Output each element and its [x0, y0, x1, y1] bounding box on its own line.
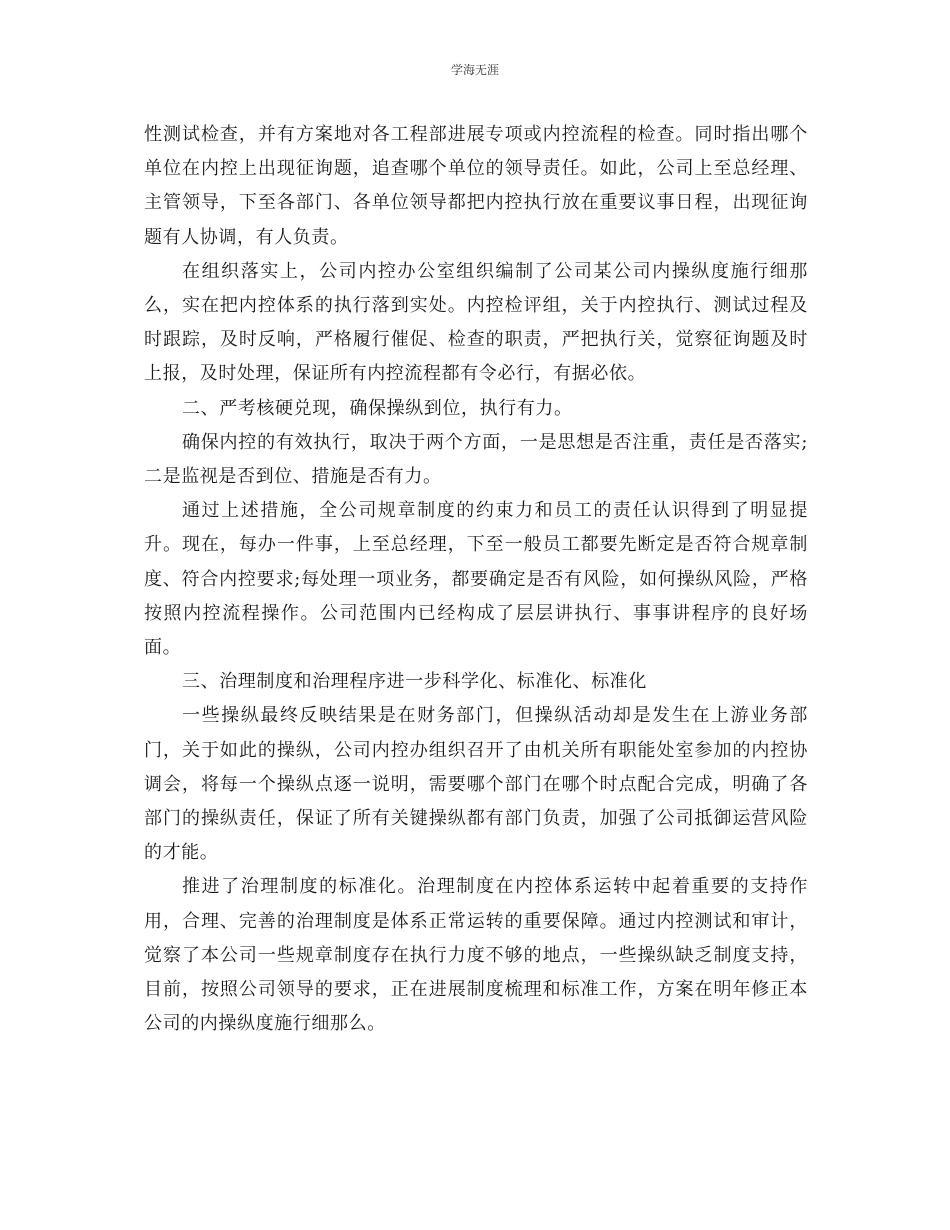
section-heading-3: 三、治理制度和治理程序进一步科学化、标准化、标准化: [182, 671, 647, 693]
paragraph-standardization: 推进了治理制度的标准化。治理制度在内控体系运转中起着重要的支持作用，合理、完善的治理制度是体系正常运转的重要保障。通过内控测试和审计，觉察了本公司一些规章制度存在执行力度不够的地点，一些操纵缺乏制度支持，目前，按照公司领导的要求，正在进展制度梳理和标准工作，方案在明年修正本公司的内操纵度施行细那么。: [144, 876, 808, 1035]
section-heading-2: 二、严考核硬兑现，确保操纵到位，执行有力。: [182, 397, 573, 419]
paragraph-finance-control: 一些操纵最终反映结果是在财务部门，但操纵活动却是发生在上游业务部门，关于如此的操纵，公司内控办组织召开了由机关所有职能处室参加的内控协调会，将每一个操纵点逐一说明，需要哪个部门在哪个时点配合完成，明确了各部门的操纵责任，保证了所有关键操纵都有部门负责，加强了公司抵御运营风险的才能。: [144, 705, 808, 864]
paragraph-effective-execution: 确保内控的有效执行，取决于两个方面，一是思想是否注重，责任是否落实;二是监视是否到位、措施是否有力。: [144, 431, 808, 488]
page-header: 学海无涯: [450, 63, 499, 77]
paragraph-results: 通过上述措施，全公司规章制度的约束力和员工的责任认识得到了明显提升。现在，每办一件事，上至总经理，下至一般员工都要先断定是否符合规章制度、符合内控要求;每处理一项业务，都要确定是否有风险，如何操纵风险，严格按照内控流程操作。公司范围内已经构成了层层讲执行、事事讲程序的良好场面。: [144, 500, 808, 659]
paragraph-organization: 在组织落实上，公司内控办公室组织编制了公司某公司内操纵度施行细那么，实在把内控体系的执行落到实处。内控检评组，关于内控执行、测试过程及时跟踪，及时反响，严格履行催促、检查的职责，严把执行关，觉察征询题及时上报，及时处理，保证所有内控流程都有令必行，有据必依。: [144, 260, 808, 385]
document-body: [144, 118, 808, 1041]
paragraph-continuation: 性测试检查，并有方案地对各工程部进展专项或内控流程的检查。同时指出哪个单位在内控上出现征询题，追查哪个单位的领导责任。如此，公司上至总经理、主管领导，下至各部门、各单位领导都把内控执行放在重要议事日程，出现征询题有人协调，有人负责。: [144, 124, 808, 248]
